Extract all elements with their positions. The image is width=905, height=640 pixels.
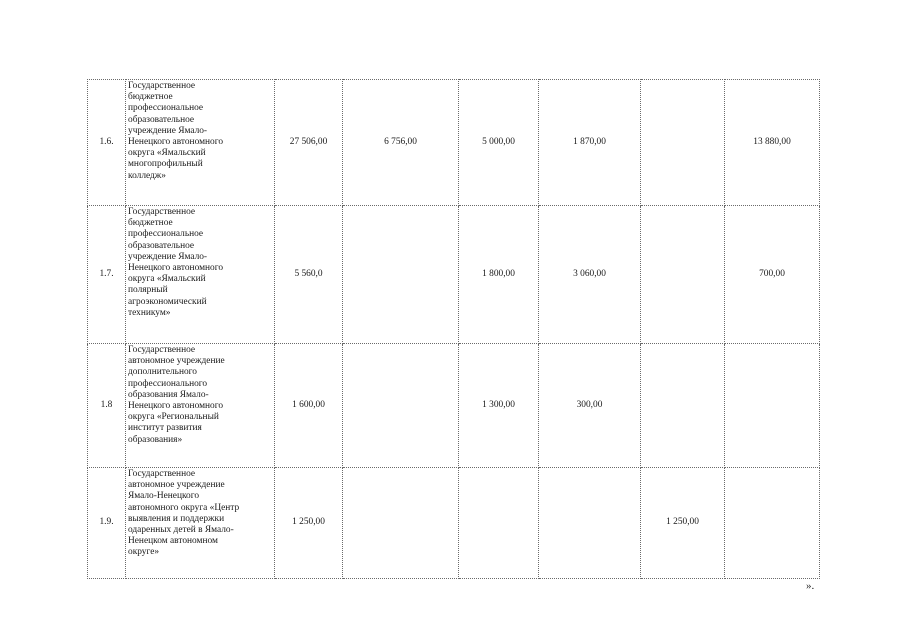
value-cell: [641, 206, 725, 344]
total-value: 5 560,0: [275, 206, 343, 344]
value-cell: 5 000,00: [459, 80, 539, 206]
value-cell: 1 250,00: [641, 468, 725, 579]
institution-name: Государственное автономное учреждение дополнительного профессионального образования Ямало- Ненецкого автономного округа «Региональный институт развития образования»: [126, 344, 275, 468]
total-value: 27 506,00: [275, 80, 343, 206]
value-cell: [459, 468, 539, 579]
value-cell: [725, 344, 820, 468]
table-row: [88, 80, 820, 206]
closing-quote-mark: ».: [806, 580, 815, 592]
value-cell: [343, 468, 459, 579]
budget-table: [87, 79, 820, 579]
value-cell: 1 300,00: [459, 344, 539, 468]
institution-name: Государственное бюджетное профессиональное образовательное учреждение Ямало- Ненецкого автономного округа «Ямальский полярный агроэкономический техникум»: [126, 206, 275, 344]
institution-name: Государственное бюджетное профессиональное образовательное учреждение Ямало- Ненецкого автономного округа «Ямальский многопрофильный колледж»: [126, 80, 275, 206]
institution-name: Государственное автономное учреждение Ямало-Ненецкого автономного округа «Центр выявления и поддержки одаренных детей в Ямало- Ненецком автономном округе»: [126, 468, 275, 579]
value-cell: 300,00: [539, 344, 641, 468]
row-number: 1.9.: [88, 468, 126, 579]
total-value: 1 600,00: [275, 344, 343, 468]
value-cell: 3 060,00: [539, 206, 641, 344]
total-value: 1 250,00: [275, 468, 343, 579]
value-cell: [725, 468, 820, 579]
table-row: [88, 344, 820, 468]
table-row: [88, 206, 820, 344]
value-cell: [343, 344, 459, 468]
value-cell: [641, 80, 725, 206]
value-cell: 1 870,00: [539, 80, 641, 206]
row-number: 1.7.: [88, 206, 126, 344]
value-cell: 13 880,00: [725, 80, 820, 206]
value-cell: 1 800,00: [459, 206, 539, 344]
value-cell: [539, 468, 641, 579]
value-cell: [641, 344, 725, 468]
table-row: [88, 468, 820, 579]
row-number: 1.8: [88, 344, 126, 468]
value-cell: [343, 206, 459, 344]
row-number: 1.6.: [88, 80, 126, 206]
value-cell: 700,00: [725, 206, 820, 344]
value-cell: 6 756,00: [343, 80, 459, 206]
